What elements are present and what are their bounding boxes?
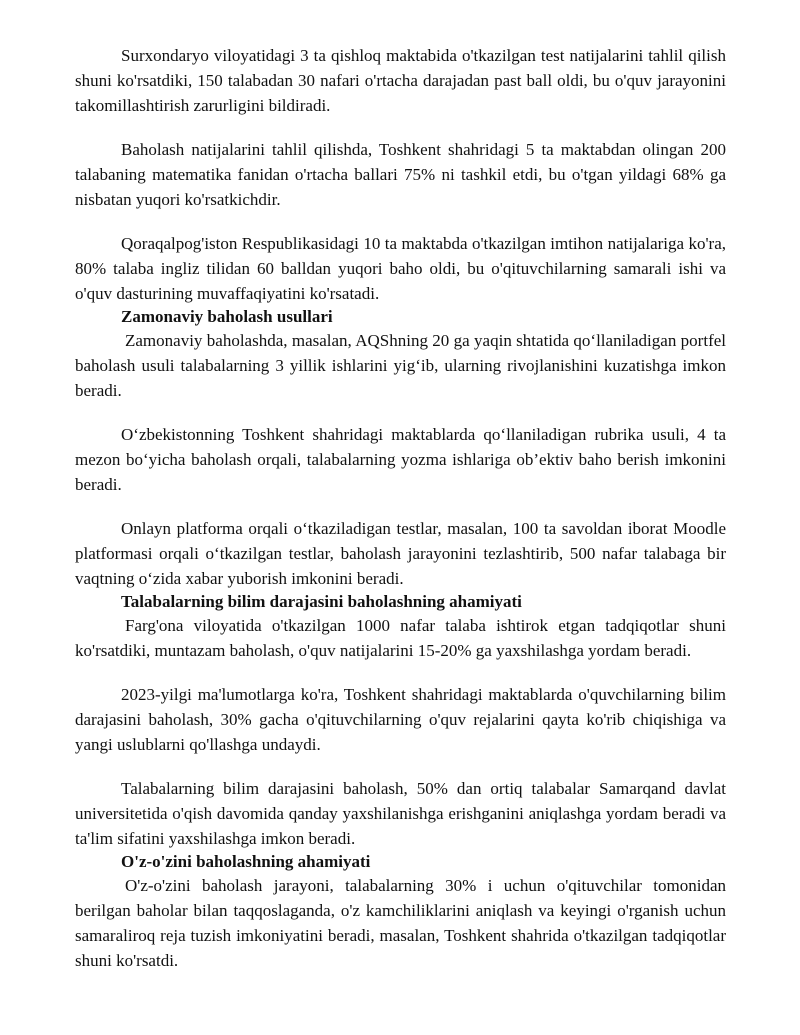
importance-paragraph-3: Talabalarning bilim darajasini baholash, 50% dan ortiq talabalar Samarqand davlat universitetida o'qish davomida qanday yaxshilanishga erishganini aniqlashga yordam beradi va ta'lim sifatini yaxshilashga imkon beradi. — [75, 779, 726, 848]
modern-paragraph-1: Zamonaviy baholashda, masalan, AQShning 20 ga yaqin shtatida qo‘llaniladigan portfel baholash usuli talabalarning 3 yillik ishlarini yig‘ib, ularning rivojlanishini kuzatishga imkon beradi. — [75, 331, 726, 400]
intro-paragraph-1: Surxondaryo viloyatidagi 3 ta qishloq maktabida o'tkazilgan test natijalarini tahlil qilish shuni ko'rsatdiki, 150 talabadan 30 nafari o'rtacha darajadan past ball oldi, bu o'quv jarayonini takomillashtirish zarurligini bildiradi. — [75, 46, 726, 115]
importance-paragraph-1: Farg'ona viloyatida o'tkazilgan 1000 nafar talaba ishtirok etgan tadqiqotlar shuni ko'rsatdiki, muntazam baholash, o'quv natijalarini 15-20% ga yaxshilashga yordam beradi. — [75, 616, 726, 660]
intro-paragraph-2: Baholash natijalarini tahlil qilishda, Toshkent shahridagi 5 ta maktabdan olingan 200 talabaning matematika fanidan o'rtacha ballari 75% ni tashkil etdi, bu o'tgan yildagi 68% ga nisbatan yuqori ko'rsatkichdir. — [75, 140, 726, 209]
importance-paragraph-2: 2023-yilgi ma'lumotlarga ko'ra, Toshkent shahridagi maktablarda o'quvchilarning bilim darajasini baholash, 30% gacha o'qituvchilarning o'quv rejalarini qayta ko'rib chiqishiga va yangi uslublarni qo'llashga undaydi. — [75, 685, 726, 754]
section-heading-self-assessment: O'z-o'zini baholashning ahamiyati — [121, 852, 371, 871]
section-heading-importance: Talabalarning bilim darajasini baholashning ahamiyati — [121, 592, 522, 611]
section-heading-modern-methods: Zamonaviy baholash usullari — [121, 307, 333, 326]
intro-paragraph-3: Qoraqalpog'iston Respublikasidagi 10 ta maktabda o'tkazilgan imtihon natijalariga ko'ra, 80% talaba ingliz tilidan 60 balldan yuqori baho oldi, bu o'qituvchilarning samarali ishi va o'quv dasturining muvaffaqiyatini ko'rsatadi. — [75, 234, 726, 303]
modern-paragraph-3: Onlayn platforma orqali o‘tkaziladigan testlar, masalan, 100 ta savoldan iborat Moodle platformasi orqali o‘tkazilgan testlar, baholash jarayonini tezlashtirib, 500 nafar talabaga bir vaqtning o‘zida xabar yuborish imkonini beradi. — [75, 519, 726, 588]
modern-paragraph-2: O‘zbekistonning Toshkent shahridagi maktablarda qo‘llaniladigan rubrika usuli, 4 ta mezon bo‘yicha baholash orqali, talabalarning yozma ishlariga ob’ektiv baho berish imkonini beradi. — [75, 425, 726, 494]
self-paragraph-1: O'z-o'zini baholash jarayoni, talabalarning 30% i uchun o'qituvchilar tomonidan berilgan baholar bilan taqqoslaganda, o'z kamchiliklarini aniqlash va keyingi o'rganish uchun samaraliroq reja tuzish imkoniyatini beradi, masalan, Toshkent shahrida o'tkazilgan tadqiqotlar shuni ko'rsatdi. — [75, 876, 726, 970]
document-page — [75, 43, 726, 973]
